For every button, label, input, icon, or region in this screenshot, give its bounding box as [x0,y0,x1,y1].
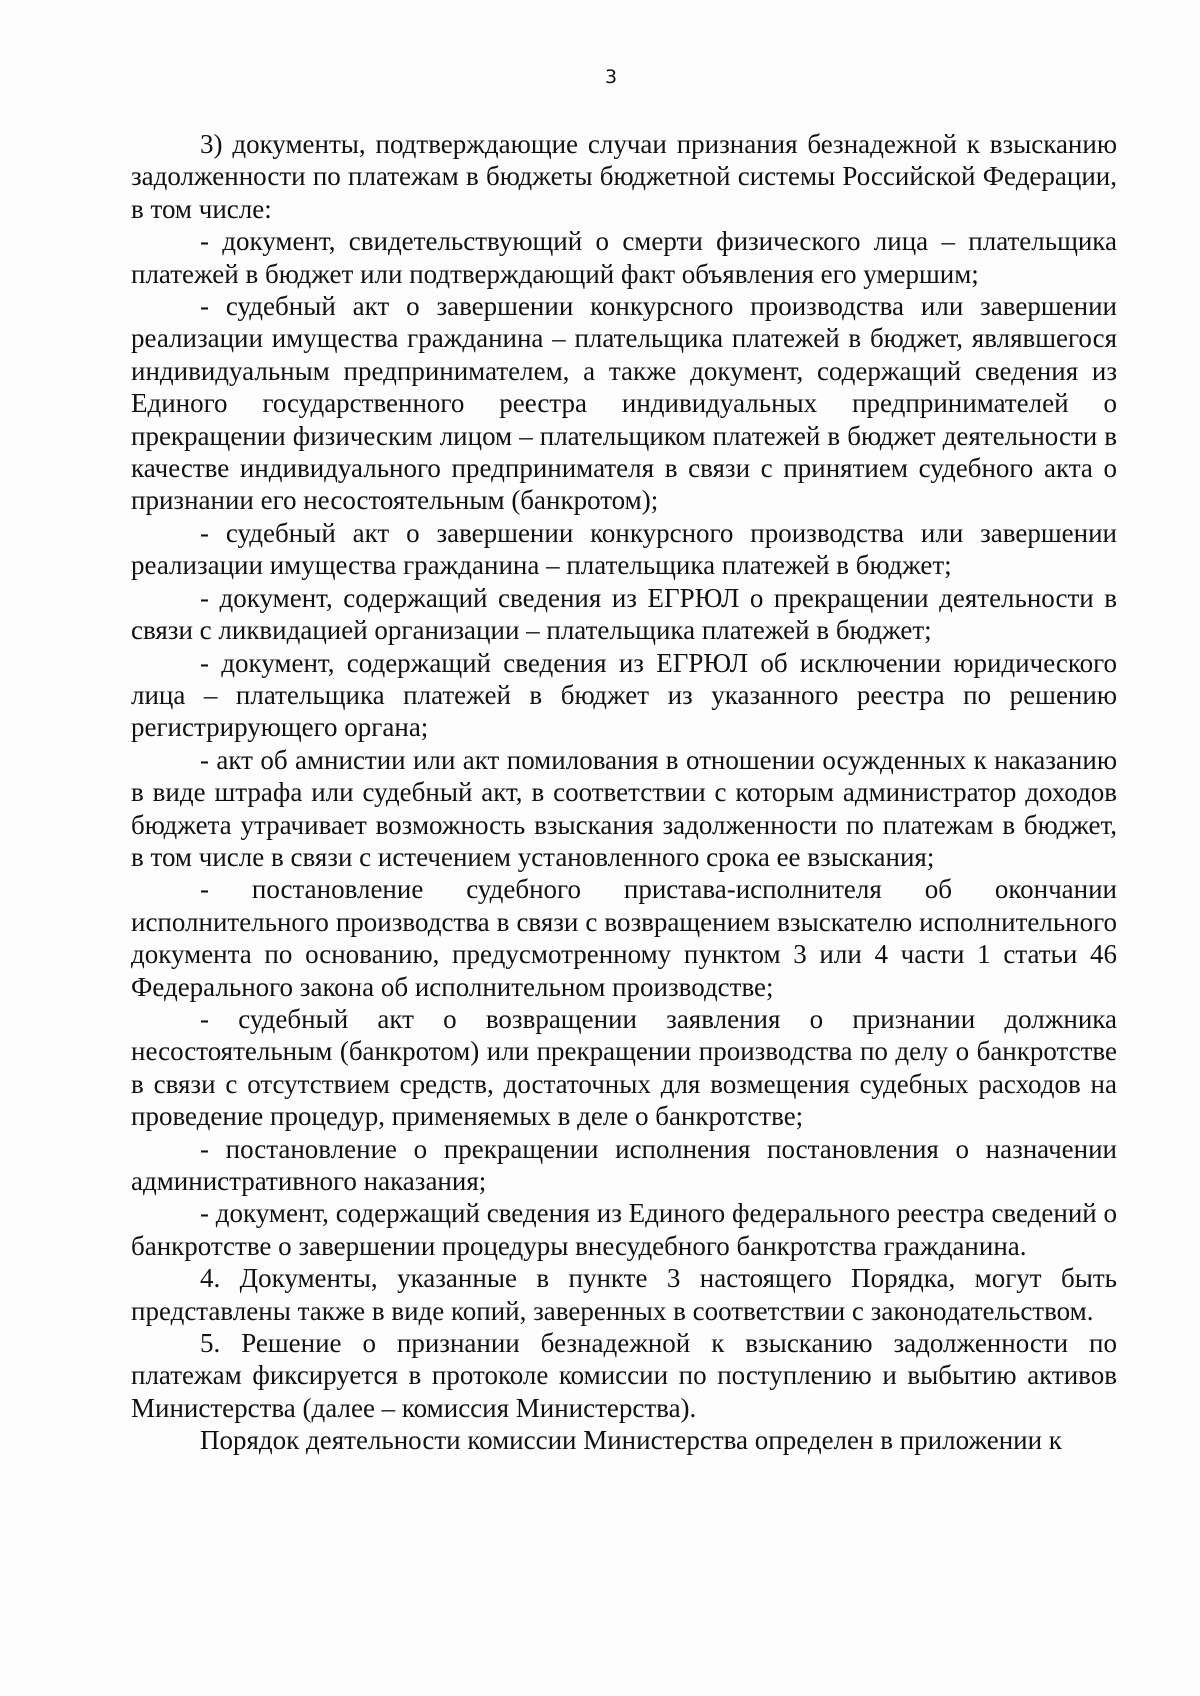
paragraph-item-3-intro: 3) документы, подтверждающие случаи признания безнадежной к взысканию задолженности по платежам в бюджеты бюджетной системы Российской Федерации, в том числе: [131,129,1117,224]
paragraph-egrul-liquidation: - документ, содержащий сведения из ЕГРЮЛ о прекращении деятельности в связи с ликвидацией организации – плательщика платежей в бюджет; [131,582,1117,646]
paragraph-termination-resolution: - постановление о прекращении исполнения постановления о назначении административного наказания; [131,1133,1117,1196]
paragraph-bailiff-resolution: - постановление судебного пристава-исполнителя об окончании исполнительного производства в связи с возвращением взыскателю исполнительного документа по основанию, предусмотренному пунктом 3 или 4 части 1 статьи 46 Федерального закона об исполнительном производстве; [131,874,1117,1002]
paragraph-bankruptcy-citizen: - судебный акт о завершении конкурсного производства или завершении реализации имущества гражданина – плательщика платежей в бюджет; [131,517,1117,581]
paragraph-item-4: 4. Документы, указанные в пункте 3 настоящего Порядка, могут быть представлены также в виде копий, заверенных в соответствии с законодательством. [131,1263,1117,1326]
paragraph-returned-application: - судебный акт о возвращении заявления о признании должника несостоятельным (банкротом) или прекращении производства по делу о банкротстве в связи с отсутствием средств, достаточных для возмещения судебных расходов на проведение процедур, применяемых в деле о банкротстве; [131,1003,1117,1132]
paragraph-extrajudicial-bankruptcy: - документ, содержащий сведения из Единого федерального реестра сведений о банкротстве о завершении процедуры внесудебного банкротства гражданина. [131,1198,1117,1261]
page-number: 3 [604,66,618,88]
paragraph-commission-order: Порядок деятельности комиссии Министерства определен в приложении к [200,1425,1062,1456]
paragraph-bankruptcy-entrepreneur: - судебный акт о завершении конкурсного производства или завершении реализации имущества гражданина – плательщика платежей в бюджет, являвшегося индивидуальным предпринимателем, а также документ, содержащий сведения из Единого государственного реестра индивидуальных предпринимателей о прекращении физическим лицом – плательщиком платежей в бюджет деятельности в качестве индивидуального предпринимателя в связи с принятием судебного акта о признании его несостоятельным (банкротом); [131,291,1117,516]
paragraph-amnesty-act: - акт об амнистии или акт помилования в отношении осужденных к наказанию в виде штрафа или судебный акт, в соответствии с которым администратор доходов бюджета утрачивает возможность взыскания задолженности по платежам в бюджет, в том числе в связи с истечением установленного срока ее взыскания; [131,744,1117,872]
paragraph-death-document: - документ, свидетельствующий о смерти физического лица – плательщика платежей в бюджет или подтверждающий факт объявления его умершим; [131,226,1117,289]
paragraph-egrul-exclusion: - документ, содержащий сведения из ЕГРЮЛ об исключении юридического лица – плательщика платежей в бюджет из указанного реестра по решению регистрирующего органа; [131,647,1117,743]
paragraph-item-5: 5. Решение о признании безнадежной к взысканию задолженности по платежам фиксируется в протоколе комиссии по поступлению и выбытию активов Министерства (далее – комиссия Министерства). [131,1328,1117,1423]
document-body [131,128,1117,1457]
